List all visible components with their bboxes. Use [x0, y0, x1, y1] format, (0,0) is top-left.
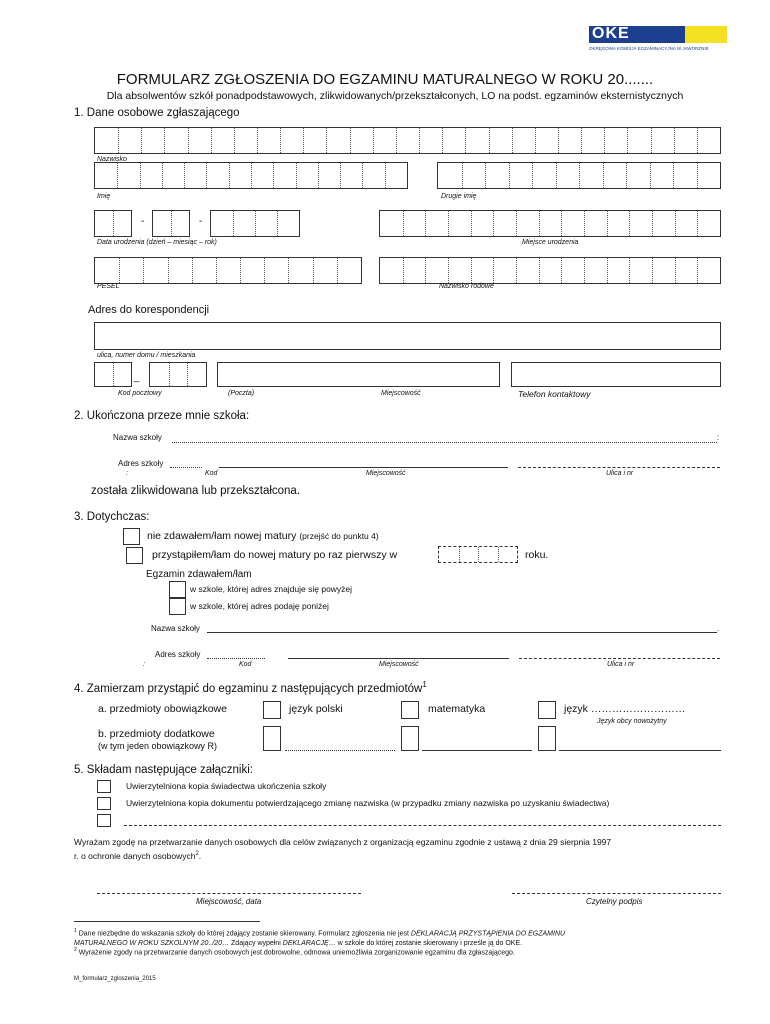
polish-checkbox[interactable] — [263, 701, 281, 719]
cell-divider — [627, 128, 628, 153]
school-city-label: Miejscowość — [366, 470, 406, 477]
cell-divider — [516, 211, 517, 236]
footnote-1-text: Dane niezbędne do wskazania szkoły do której zdający zostanie skierowany. Formularz zgłoszenia nie jest — [78, 930, 409, 938]
place-date-label: Miejscowość, data — [196, 897, 262, 906]
cell-divider — [229, 163, 230, 188]
city-label: Miejscowość — [381, 390, 421, 397]
footnote-1-italic-2: MATURALNEGO W ROKU SZKOLNYM 20../20… — [74, 940, 230, 948]
logo-yellow-block — [685, 26, 727, 43]
footnote-1-text-3: w szkole do której zostanie skierowany i prześle ją do OKE. — [337, 940, 523, 948]
cell-divider — [462, 163, 463, 188]
attachment-3-checkbox[interactable] — [97, 814, 111, 827]
attachment-1-checkbox[interactable] — [97, 780, 111, 793]
cell-divider — [350, 128, 351, 153]
not-taken-checkbox[interactable] — [123, 528, 140, 545]
footnote-1-number: 1 — [74, 928, 77, 934]
school2-postcode-label: Kod — [239, 661, 252, 668]
cell-divider — [143, 258, 144, 283]
cell-divider — [277, 211, 278, 236]
taken-before-label: przystąpiłem/łam do nowej matury po raz pierwszy w — [152, 549, 398, 561]
additional-subject-3-field[interactable] — [559, 750, 721, 751]
school2-name-label: Nazwa szkoły — [151, 624, 200, 633]
colon-mark: : — [143, 661, 145, 668]
cell-divider — [493, 258, 494, 283]
consent-text — [74, 836, 734, 862]
pesel-label: PESEL — [97, 283, 120, 290]
cell-divider — [113, 211, 114, 236]
oke-logo — [589, 26, 727, 56]
cell-divider — [584, 211, 585, 236]
taken-before-checkbox[interactable] — [126, 547, 143, 564]
cell-divider — [675, 211, 676, 236]
consent-line-1: Wyrażam zgodę na przetwarzanie danych osobowych dla celów związanych z organizacją egzaminu zgodnie z ustawą z dnia 29 sierpnia 1997 — [74, 837, 612, 847]
consent-line-2: r. o ochronie danych osobowych — [74, 850, 196, 861]
cell-divider — [257, 128, 258, 153]
birth-year-field[interactable] — [210, 210, 300, 237]
postal-code-label: Kod pocztowy — [118, 390, 162, 397]
cell-divider — [162, 163, 163, 188]
address-heading: Adres do korespondencji — [88, 304, 210, 316]
additional-subject-2-field[interactable] — [422, 750, 532, 751]
cell-divider — [396, 128, 397, 153]
cell-divider — [539, 258, 540, 283]
pesel-field[interactable] — [94, 257, 362, 284]
school2-postcode-field[interactable] — [207, 658, 265, 659]
section-3-heading: 3. Dotychczas: — [74, 511, 150, 523]
school-postcode-field[interactable] — [170, 467, 202, 468]
cell-divider — [512, 128, 513, 153]
cell-divider — [607, 258, 608, 283]
cell-divider — [233, 211, 234, 236]
cell-divider — [579, 163, 580, 188]
cell-divider — [403, 211, 404, 236]
cell-divider — [211, 128, 212, 153]
cell-divider — [385, 163, 386, 188]
school2-name-field[interactable] — [207, 632, 717, 633]
school-closed-note: została zlikwidowana lub przekształcona. — [91, 485, 301, 497]
cell-divider — [697, 258, 698, 283]
cell-divider — [296, 163, 297, 188]
cell-divider — [318, 163, 319, 188]
additional-subject-1-checkbox[interactable] — [263, 726, 281, 751]
cell-divider — [171, 211, 172, 236]
footnote-1-italic-3: DEKLARACJĘ… — [282, 940, 336, 948]
cell-divider — [288, 258, 289, 283]
not-taken-label — [147, 530, 379, 542]
exam-taken-label: Egzamin zdawałem/łam — [146, 569, 252, 580]
footnote-1-text-2: Zdający wypełni — [231, 940, 281, 948]
cell-divider — [169, 363, 170, 386]
cell-divider — [216, 258, 217, 283]
school-name-field[interactable] — [172, 442, 717, 443]
school-postcode-label: Kod — [205, 470, 218, 477]
cell-divider — [603, 163, 604, 188]
place-date-field[interactable] — [97, 893, 361, 894]
cell-divider — [584, 258, 585, 283]
cell-divider — [187, 363, 188, 386]
phone-field[interactable] — [511, 362, 721, 387]
footnote-divider — [74, 921, 260, 922]
cell-divider — [471, 211, 472, 236]
foreign-language-note: Język obcy nowożytny — [597, 718, 667, 725]
year-suffix: roku. — [525, 549, 549, 561]
section-1-heading: 1. Dane osobowe zgłaszającego — [74, 107, 240, 119]
postal-code-part2[interactable] — [149, 362, 207, 387]
section-5-heading: 5. Składam następujące załączniki: — [74, 764, 253, 776]
second-name-field[interactable] — [437, 162, 721, 189]
cell-divider — [184, 163, 185, 188]
cell-divider — [140, 163, 141, 188]
cell-divider — [556, 163, 557, 188]
school2-city-label: Miejscowość — [379, 661, 419, 668]
cell-divider — [626, 163, 627, 188]
cell-divider — [337, 258, 338, 283]
birth-day-field[interactable] — [94, 210, 132, 237]
cell-divider — [558, 128, 559, 153]
cell-divider — [561, 211, 562, 236]
additional-subject-3-checkbox[interactable] — [538, 726, 556, 751]
birth-date-label: Data urodzenia (dzień – miesiąc – rok) — [97, 239, 217, 246]
school-street-field[interactable] — [518, 467, 720, 468]
logo-blue-block — [589, 26, 685, 43]
not-taken-text: nie zdawałem/łam nowej matury — [147, 530, 297, 542]
cell-divider — [113, 363, 114, 386]
cell-divider — [539, 211, 540, 236]
cell-divider — [362, 163, 363, 188]
school2-city-field[interactable] — [288, 658, 509, 659]
cell-divider — [119, 258, 120, 283]
math-label: matematyka — [428, 703, 486, 715]
cell-divider — [340, 163, 341, 188]
cell-divider — [273, 163, 274, 188]
cell-divider — [493, 211, 494, 236]
school-name-label: Nazwa szkoły — [113, 433, 162, 442]
cell-divider — [471, 258, 472, 283]
section-4-heading — [74, 680, 427, 695]
foreign-language-label: język ……………………… — [564, 703, 686, 715]
date-separator: - — [141, 216, 145, 227]
cell-divider — [373, 128, 374, 153]
attachment-2-checkbox[interactable] — [97, 797, 111, 810]
cell-divider — [697, 211, 698, 236]
cell-divider — [629, 258, 630, 283]
footnote-2-number: 2 — [74, 947, 77, 953]
cell-divider — [442, 128, 443, 153]
cell-divider — [403, 258, 404, 283]
street-label: ulica, numer domu / mieszkania — [97, 352, 196, 359]
cell-divider — [141, 128, 142, 153]
end-colon: : — [717, 433, 720, 442]
cell-divider — [448, 211, 449, 236]
street-field[interactable] — [94, 322, 721, 350]
school-street-label: Ulica i nr — [606, 470, 634, 477]
mandatory-label: a. przedmioty obowiązkowe — [98, 703, 227, 715]
cell-divider — [561, 258, 562, 283]
cell-divider — [459, 547, 460, 562]
section-4-heading-text: 4. Zamierzam przystąpić do egzaminu z następujących przedmiotów — [74, 682, 423, 695]
post-office-label: (Poczta) — [228, 390, 255, 397]
cell-divider — [303, 128, 304, 153]
school2-street-field[interactable] — [519, 658, 720, 659]
first-name-field[interactable] — [94, 162, 408, 189]
cell-divider — [697, 128, 698, 153]
polish-label: język polski — [289, 703, 343, 715]
cell-divider — [652, 211, 653, 236]
cell-divider — [164, 128, 165, 153]
postal-separator: _ — [134, 372, 140, 383]
cell-divider — [240, 258, 241, 283]
cell-divider — [697, 163, 698, 188]
document-id: M_formularz_zgloszenia_2015 — [74, 976, 156, 982]
cell-divider — [629, 211, 630, 236]
maiden-name-field[interactable] — [379, 257, 721, 284]
school-address-label: Adres szkoły — [118, 459, 164, 468]
cell-divider — [117, 163, 118, 188]
cell-divider — [581, 128, 582, 153]
cell-divider — [673, 163, 674, 188]
birth-place-label: Miejsce urodzenia — [522, 239, 579, 246]
school-city-field[interactable] — [219, 467, 508, 468]
surname-label: Nazwisko — [97, 156, 127, 163]
year-field[interactable] — [438, 546, 518, 563]
footnote-1 — [74, 926, 714, 949]
section-2-heading: 2. Ukończona przeze mnie szkoła: — [74, 410, 250, 422]
logo-bar — [589, 26, 727, 43]
cell-divider — [192, 258, 193, 283]
second-name-label: Drugie imię — [441, 193, 477, 200]
cell-divider — [485, 163, 486, 188]
attachment-1-label: Uwierzytelniona kopia świadectwa ukończenia szkoły — [126, 781, 327, 791]
foreign-language-checkbox[interactable] — [538, 701, 556, 719]
postal-code-part1[interactable] — [94, 362, 132, 387]
cell-divider — [448, 258, 449, 283]
attachment-2-label: Uwierzytelniona kopia dokumentu potwierdzającego zmianę nazwiska (w przypadku zmiany nazwiska po uzyskaniu świadectwa) — [126, 798, 610, 808]
phone-label: Telefon kontaktowy — [518, 389, 591, 399]
form-title: FORMULARZ ZGŁOSZENIA DO EGZAMINU MATURALNEGO W ROKU 20....... — [116, 71, 654, 88]
colon-mark: : — [126, 470, 128, 477]
date-separator: - — [199, 216, 203, 227]
footnote-2 — [74, 947, 714, 956]
cell-divider — [535, 128, 536, 153]
birth-place-field[interactable] — [379, 210, 721, 237]
logo-text: OKE — [592, 25, 630, 42]
cell-divider — [509, 163, 510, 188]
cell-divider — [234, 128, 235, 153]
additional-note: (w tym jeden obowiązkowy R) — [98, 741, 218, 751]
school-below-checkbox[interactable] — [169, 598, 186, 615]
cell-divider — [604, 128, 605, 153]
cell-divider — [419, 128, 420, 153]
additional-subject-1-field[interactable] — [285, 750, 395, 751]
cell-divider — [652, 258, 653, 283]
cell-divider — [498, 547, 499, 562]
cell-divider — [425, 258, 426, 283]
cell-divider — [313, 258, 314, 283]
additional-label: b. przedmioty dodatkowe — [98, 728, 215, 740]
school-above-label: w szkole, której adres znajduje się powyżej — [190, 584, 353, 594]
cell-divider — [532, 163, 533, 188]
additional-subject-2-checkbox[interactable] — [401, 726, 419, 751]
cell-divider — [465, 128, 466, 153]
cell-divider — [674, 128, 675, 153]
birth-month-field[interactable] — [152, 210, 190, 237]
maiden-name-label: Nazwisko rodowe — [439, 283, 494, 290]
school-above-checkbox[interactable] — [169, 581, 186, 598]
cell-divider — [188, 128, 189, 153]
footnote-ref: 2 — [195, 851, 199, 857]
school2-address-label: Adres szkoły — [155, 650, 201, 659]
cell-divider — [425, 211, 426, 236]
cell-divider — [118, 128, 119, 153]
surname-field[interactable] — [94, 127, 721, 154]
cell-divider — [264, 258, 265, 283]
form-subtitle: Dla absolwentów szkół ponadpodstawowych, zlikwidowanych/przekształconych, LO na podst. egzaminów eksternistycznych — [106, 90, 684, 102]
footnote-2-text: Wyrażenie zgody na przetwarzanie danych osobowych jest dobrowolne, odmowa uniemożliwia zorganizowanie egzaminu dla zgłaszającego. — [78, 949, 515, 957]
cell-divider — [478, 547, 479, 562]
cell-divider — [650, 163, 651, 188]
cell-divider — [489, 128, 490, 153]
school-below-label: w szkole, której adres podaję poniżej — [190, 601, 329, 611]
end-dot: . — [717, 624, 720, 633]
consent-end: . — [198, 850, 202, 861]
post-office-field[interactable] — [217, 362, 500, 387]
not-taken-note: (przejść do punktu 4) — [299, 531, 379, 541]
cell-divider — [326, 128, 327, 153]
cell-divider — [651, 128, 652, 153]
signature-label: Czytelny podpis — [586, 897, 643, 906]
cell-divider — [251, 163, 252, 188]
signature-field[interactable] — [512, 893, 721, 894]
footnote-1-italic: DEKLARACJĄ PRZYSTĄPIENIA DO EGZAMINU — [410, 930, 566, 938]
cell-divider — [168, 258, 169, 283]
cell-divider — [516, 258, 517, 283]
footnote-ref: 1 — [422, 680, 427, 689]
logo-subtitle: OKRĘGOWA KOMISJA EGZAMINACYJNA W JAWORZNIE — [589, 46, 709, 51]
school2-street-label: Ulica i nr — [607, 661, 635, 668]
cell-divider — [206, 163, 207, 188]
cell-divider — [255, 211, 256, 236]
math-checkbox[interactable] — [401, 701, 419, 719]
cell-divider — [675, 258, 676, 283]
cell-divider — [607, 211, 608, 236]
first-name-label: Imię — [97, 193, 111, 200]
cell-divider — [280, 128, 281, 153]
attachment-3-field[interactable] — [124, 825, 721, 826]
